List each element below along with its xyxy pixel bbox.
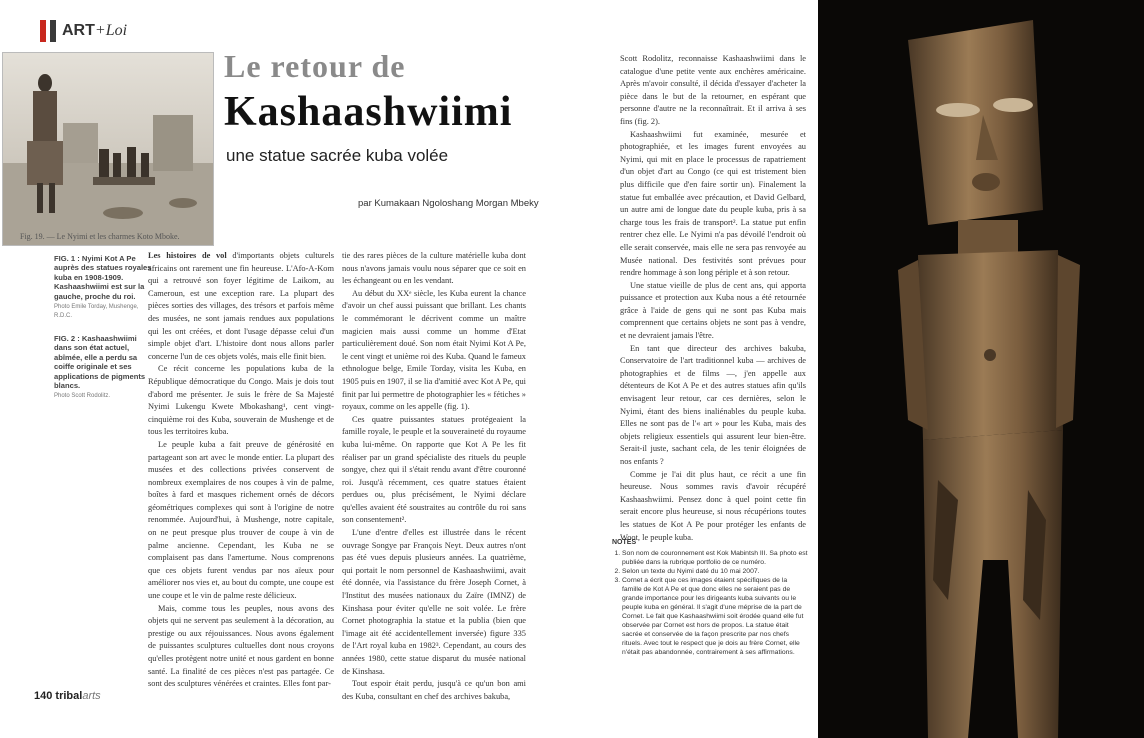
figure-2-caption: FIG. 2 : Kashaashwiimi dans son état actuel, abîmée, elle a perdu sa coiffe originale et ses applications de pigments blancs. Photo Scott Rodolitz. bbox=[54, 334, 146, 400]
title-kicker: Le retour de bbox=[224, 48, 406, 84]
page-folio: 140 tribalarts bbox=[34, 690, 101, 702]
paragraph: Kashaashwiimi fut examinée, mesurée et photographiée, et les images furent envoyées au Nyimi, qui mit en place le processus de rapatriement d'un objet d'art au Congo (ce qui est tristement bien plus difficile que d'en faire sortir un). Finalement la statue fut emballée avec précaution, et David Gelbard, un autre ami de longue date du peuple kuba, pris à sa charge tous les frais de transport². La statue put enfin rentrer chez elle. Le Nyimi n'a pas dévoilé l'endroit où elle serait conservée, mais elle ne sera pas renvoyée au Musée national. Des festivités sont prévues pour rendre hommage à son long périple et à son retour. bbox=[620, 129, 806, 278]
note-item: 1. Son nom de couronnement est Kok Mabintsh III. Sa photo est publiée dans la rubrique portfolio de ce numéro. bbox=[622, 549, 808, 567]
notes-block bbox=[612, 538, 808, 657]
paragraph: Mais, comme tous les peuples, nous avons des objets qui ne servent pas seulement à la décoration, au prestige ou aux réjouissances. Nous avons également de puissantes sculptures cultuelles dont nous croyons qu'elles protègent notre unité et nous gardent en bonne santé. La finalité de ces pièces n'est pas partagée. Ce sont des sculptures vénérées et craintes. Elles font par- bbox=[148, 603, 334, 689]
archive-photo bbox=[2, 52, 214, 246]
paragraph: Au début du XXᵉ siècle, les Kuba eurent la chance d'avoir un chef aussi puissant que brillant. Les chants le commémorant le décrivent comme un maître magicien mais aussi comme un homme d'Etat particulièrement doué. Son nom était Nyimi Kot A Pe, le cent vingt et unième roi des Kuba. Quand le fameux ethnologue belge, Emile Torday, visita les Kuba, en 1905 puis en 1907, il se lia d'amitié avec Kot A Pe, qui finit par lui permettre de photographier les « fétiches » royaux, comme on les appelle (fig. 1). bbox=[342, 288, 526, 412]
archive-photo-illustration bbox=[3, 53, 213, 245]
paragraph: Ce récit concerne les populations kuba de la République démocratique du Congo. Mais je dois tout d'abord me présenter. Je suis le frère de Sa Majesté Nyimi Lukengu Kwete Mbokashang¹, cent vingt-cinquième roi des Kuba, souverain de Mushenge et de tous les territoires kuba. bbox=[148, 364, 334, 437]
rubric-red-bar bbox=[40, 20, 46, 42]
paragraph: En tant que directeur des archives bakuba, Conservatoire de l'art traditionnel kuba — archives de photographies et de films —, j'en appelle aux détenteurs de Kot A Pe et des autres statues afin qu'ils envisagent leur retour, car ces dernières, selon le Nyimi, étant des biens inaliénables du peuple kuba. Elles ne sont pas de l'« art » pour les Kuba, mais des objets religieux essentiels qui assurent leur bien-être. Serait-il juste, sachant cela, de les tenir éloignées de nos enfants ? bbox=[620, 343, 806, 466]
archive-photo-caption: Fig. 19. — Le Nyimi et les charmes Koto Mboke. bbox=[20, 232, 180, 241]
rubric-dark-bar bbox=[50, 20, 56, 42]
paragraph: Une statue vieille de plus de cent ans, qui apporta puissance et protection aux Kuba nous a été retournée grâce à l'aide de gens qui ne sont pas Kuba mais comprennent que certains objets ne sont pas à vendre, et ne devraient jamais l'être. bbox=[620, 280, 806, 341]
paragraph: Scott Rodolitz, reconnaisse Kashaashwiimi dans le catalogue d'une petite vente aux enchères américaine. Après m'avoir consulté, il décida d'essayer d'acheter la pièce dans le but de la retourner, en espérant que personne d'autre ne la reconnaîtrait. Et il arriva à ses fins (fig. 2). bbox=[620, 54, 806, 126]
body-column-1 bbox=[148, 250, 334, 691]
note-item: 2. Selon un texte du Nyimi daté du 10 mai 2007. bbox=[622, 567, 808, 576]
byline: par Kumakaan Ngoloshang Morgan Mbeky bbox=[358, 198, 539, 209]
figure-1-caption: FIG. 1 : Nyimi Kot A Pe auprès des statues royales kuba en 1908-1909. Kashaashwiimi est sur la gauche, proche du roi. Photo Emile Torday, Mushenge, R.D.C. bbox=[54, 254, 152, 320]
paragraph: Le peuple kuba a fait preuve de générosité en partageant son art avec le monde entier. La plupart des musées et des collections privées conservent de nombreux exemplaires de nos coupes à vin de palme, boîtes à fard et masques richement ornés de décors géométriques complexes qui sont à l'origine de notre renommée. Aujourd'hui, à Mushenge, notre capitale, on ne peut presque plus trouver de coupe à vin de palme ancienne. Cependant, les Kuba ne se complaisent pas dans l'amertume. Nous comprenons que ces objets furent vendus par nos aïeux pour améliorer nos vies et, au bout du compte, une coupe est une coupe et le vin de palme reste délicieux. bbox=[148, 439, 334, 601]
paragraph: Comme je l'ai dit plus haut, ce récit a une fin heureuse. Nous sommes ravis d'avoir récupéré Kashaashwiimi. Pensez donc à quel point cette fin serait encore plus heureuse, si nous récupérions toutes les statues de Kot A Pe pour protéger les enfants de Woot, le peuple kuba. bbox=[620, 469, 806, 542]
paragraph: tie des rares pièces de la culture matérielle kuba dont nous n'avons jamais voulu nous séparer que ce soit en les échangeant ou en les vendant. bbox=[342, 251, 526, 286]
page-title: Kashaashwiimi bbox=[224, 89, 513, 135]
paragraph: Ces quatre puissantes statues protégeaient la famille royale, le peuple et la souveraineté du royaume kuba lui-même. On rapporte que Kot A Pe les fit réaliser par un grand spécialiste des rituels du peuple songye, chez qui il s'était rendu avant d'être couronné roi. Jusqu'à récemment, ces quatre statues étaient perdues ou, plus précisément, le Nyimi déclare qu'elles avaient été soustraites au contrôle du roi sans son consentement². bbox=[342, 414, 526, 525]
section-header bbox=[40, 20, 127, 42]
body-column-3 bbox=[620, 53, 806, 544]
body-column-2 bbox=[342, 250, 526, 703]
section-label: ART+Loi bbox=[62, 22, 128, 39]
statue-photo bbox=[818, 0, 1144, 738]
notes-list bbox=[612, 549, 808, 657]
paragraph: Tout espoir était perdu, jusqu'à ce qu'un bon ami des Kuba, consultant en chef des archives bakuba, bbox=[342, 679, 526, 701]
page-subtitle: une statue sacrée kuba volée bbox=[226, 146, 449, 165]
paragraph: L'une d'entre d'elles est illustrée dans le récent ouvrage Songye par François Neyt. Deux autres n'ont pas été vues depuis plusieurs années. La quatrième, qui portait le nom personnel de Kashaashwiimi, avait été donnée, via l'assistance du frère Joseph Cornet, à l'Institut des musées nationaux du Zaïre (IMNZ) de Kinshasa pour éviter qu'elle ne soit volée. Le frère Cornet photographia la statue et la publia (bien que l'image ait été accidentellement inversée) figure 335 de l'Art royal kuba en 1982³. Cependant, au cours des années 1980, cette statue disparut du musée national de Kinshasa. bbox=[342, 528, 526, 676]
statue-illustration bbox=[818, 0, 1144, 738]
notes-heading: NOTES bbox=[612, 539, 637, 546]
note-item: 3. Cornet a écrit que ces images étaient spécifiques de la famille de Kot A Pe et que donc elles ne seraient pas de grande importance pour les dirigeants kuba suivants ou le peuple kuba en général. Il s'agit d'une méprise de la part de Cornet. Le fait que Kashaashwiimi soit érodée quand elle fut observée par Cornet est hors de propos. La statue était sacrée et conservée de la façon prescrite par nos chefs rituels. Avec tout le respect que je dois au frère Cornet, elle n'était pas abandonnée, contrairement à ses affirmations. bbox=[622, 576, 808, 657]
paragraph: Les histoires de vol d'importants objets culturels africains ont rarement une fin heureuse. L'Afo-A-Kom qui a retrouvé son foyer légitime de Laikom, au Cameroun, est une exception rare. La plupart des pièces sorties des villages, des trésors et parfois même des musées, ne sont jamais rendues aux populations qui les ont créées, et dont l'usage dépasse celui d'un simple objet d'art. L'histoire dont nous allons parler concerne l'un de ces objets volés, mais elle finit bien. bbox=[148, 251, 334, 361]
